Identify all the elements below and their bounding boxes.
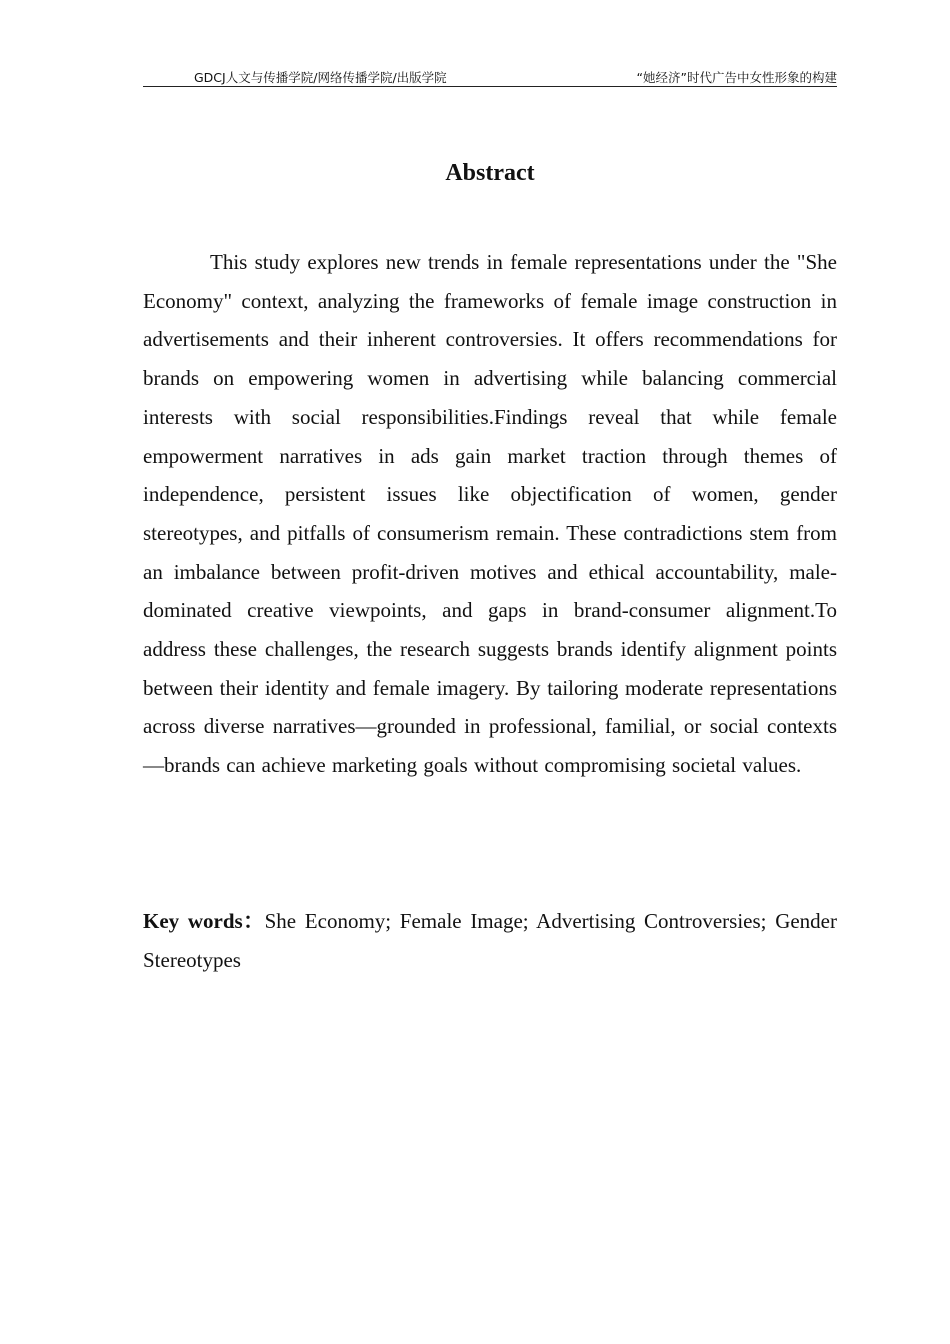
keywords-value: She Economy; Female Image; Advertising Controversies; Gender Stereotypes xyxy=(143,909,837,972)
page-header xyxy=(143,66,837,87)
keywords-label: Key words： xyxy=(143,909,265,933)
abstract-title: Abstract xyxy=(445,160,535,186)
keywords-line xyxy=(143,902,837,980)
header-institution: GDCJ人文与传播学院/网络传播学院/出版学院 xyxy=(194,70,447,85)
header-thesis-title: “她经济”时代广告中女性形象的构建 xyxy=(636,70,837,85)
abstract-body: This study explores new trends in female representations under the "She Economy" context, analyzing the frameworks of female image construction in advertisements and their inherent controversies. It offers recommendations for brands on empowering women in advertising while balancing commercial interests with social responsibilities.Findings reveal that while female empowerment narratives in ads gain market traction through themes of independence, persistent issues like objectification of women, gender stereotypes, and pitfalls of consumerism remain. These contradictions stem from an imbalance between profit-driven motives and ethical accountability, male-dominated creative viewpoints, and gaps in brand-consumer alignment.To address these challenges, the research suggests brands identify alignment points between their identity and female imagery. By tailoring moderate representations across diverse narratives—grounded in professional, familial, or social contexts—brands can achieve marketing goals without compromising societal values. xyxy=(143,250,837,778)
